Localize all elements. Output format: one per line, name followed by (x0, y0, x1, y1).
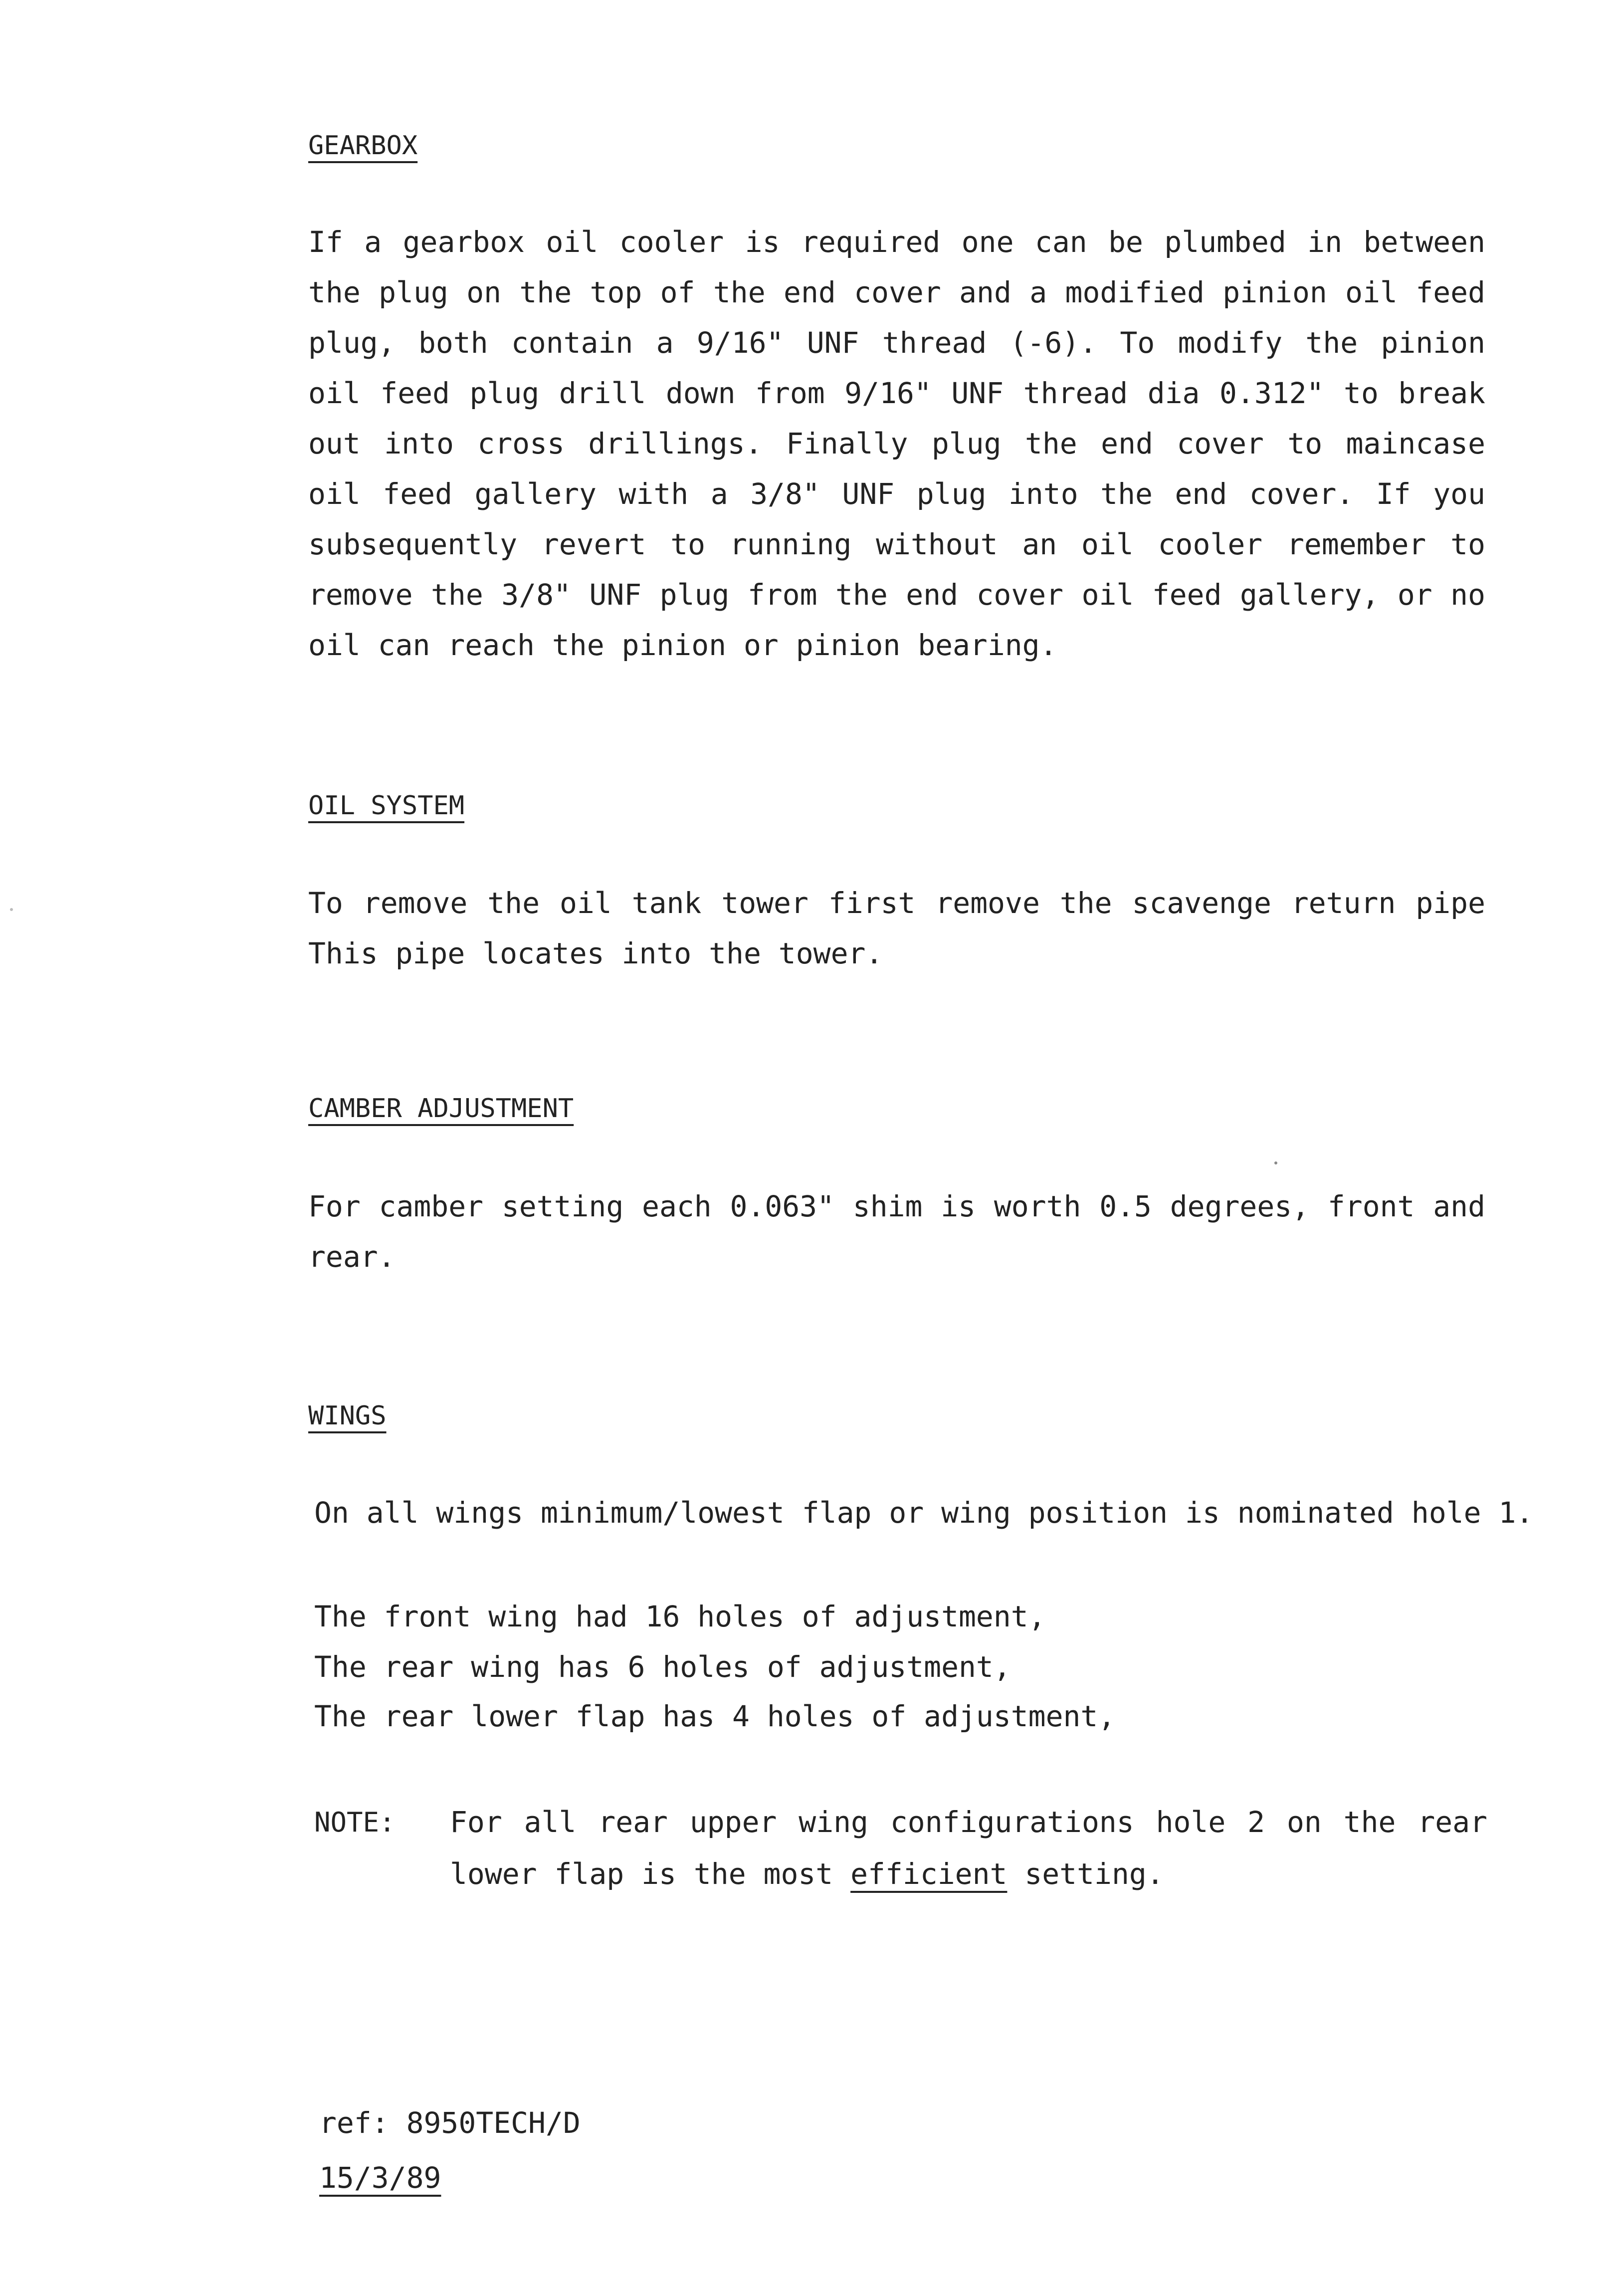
wings-heading: WINGS (308, 1401, 387, 1431)
camber-paragraph: For camber setting each 0.063" shim is worth 0.5 degrees, front and rear. (308, 1189, 1485, 1274)
camber-heading: CAMBER ADJUSTMENT (308, 1094, 574, 1124)
footer-ref: ref: 8950TECH/D (319, 2106, 581, 2140)
wings-intro: On all wings minimum/lowest flap or wing position is nominated hole 1. (314, 1496, 1534, 1530)
wings-line-rear-flap: The rear lower flap has 4 holes of adjustment, (314, 1699, 1116, 1733)
scan-speck (10, 908, 13, 911)
note-text-before: For all rear upper wing configurations hole 2 on the rear lower flap is the most (450, 1805, 1487, 1891)
note-emphasis: efficient (850, 1857, 1008, 1891)
oil-system-paragraph: To remove the oil tank tower first remove the scavenge return pipe This pipe locates into the tower. (308, 886, 1485, 970)
gearbox-heading: GEARBOX (308, 131, 418, 161)
wings-line-front: The front wing had 16 holes of adjustment, (314, 1600, 1046, 1633)
note-label: NOTE: (314, 1807, 396, 1838)
footer-date: 15/3/89 (319, 2161, 441, 2195)
note-text (450, 1796, 1487, 1900)
gearbox-paragraph: If a gearbox oil cooler is required one can be plumbed in between the plug on the top of the end cover and a modified pinion oil feed plug, both contain a 9/16" UNF thread (-6). To modify the pinion oil feed plug drill down from 9/16" UNF thread dia 0.312" to break out into cross drillings. Finally plug the end cover to maincase oil feed gallery with a 3/8" UNF plug into the end cover. If you subsequently revert to running without an oil cooler remember to remove the 3/8" UNF plug from the end cover oil feed gallery, or no oil can reach the pinion or pinion bearing. (308, 225, 1485, 662)
oil-system-heading: OIL SYSTEM (308, 791, 465, 821)
wings-line-rear: The rear wing has 6 holes of adjustment, (314, 1650, 1011, 1684)
scan-speck (1274, 1161, 1277, 1164)
note-text-after: setting. (1024, 1857, 1164, 1891)
